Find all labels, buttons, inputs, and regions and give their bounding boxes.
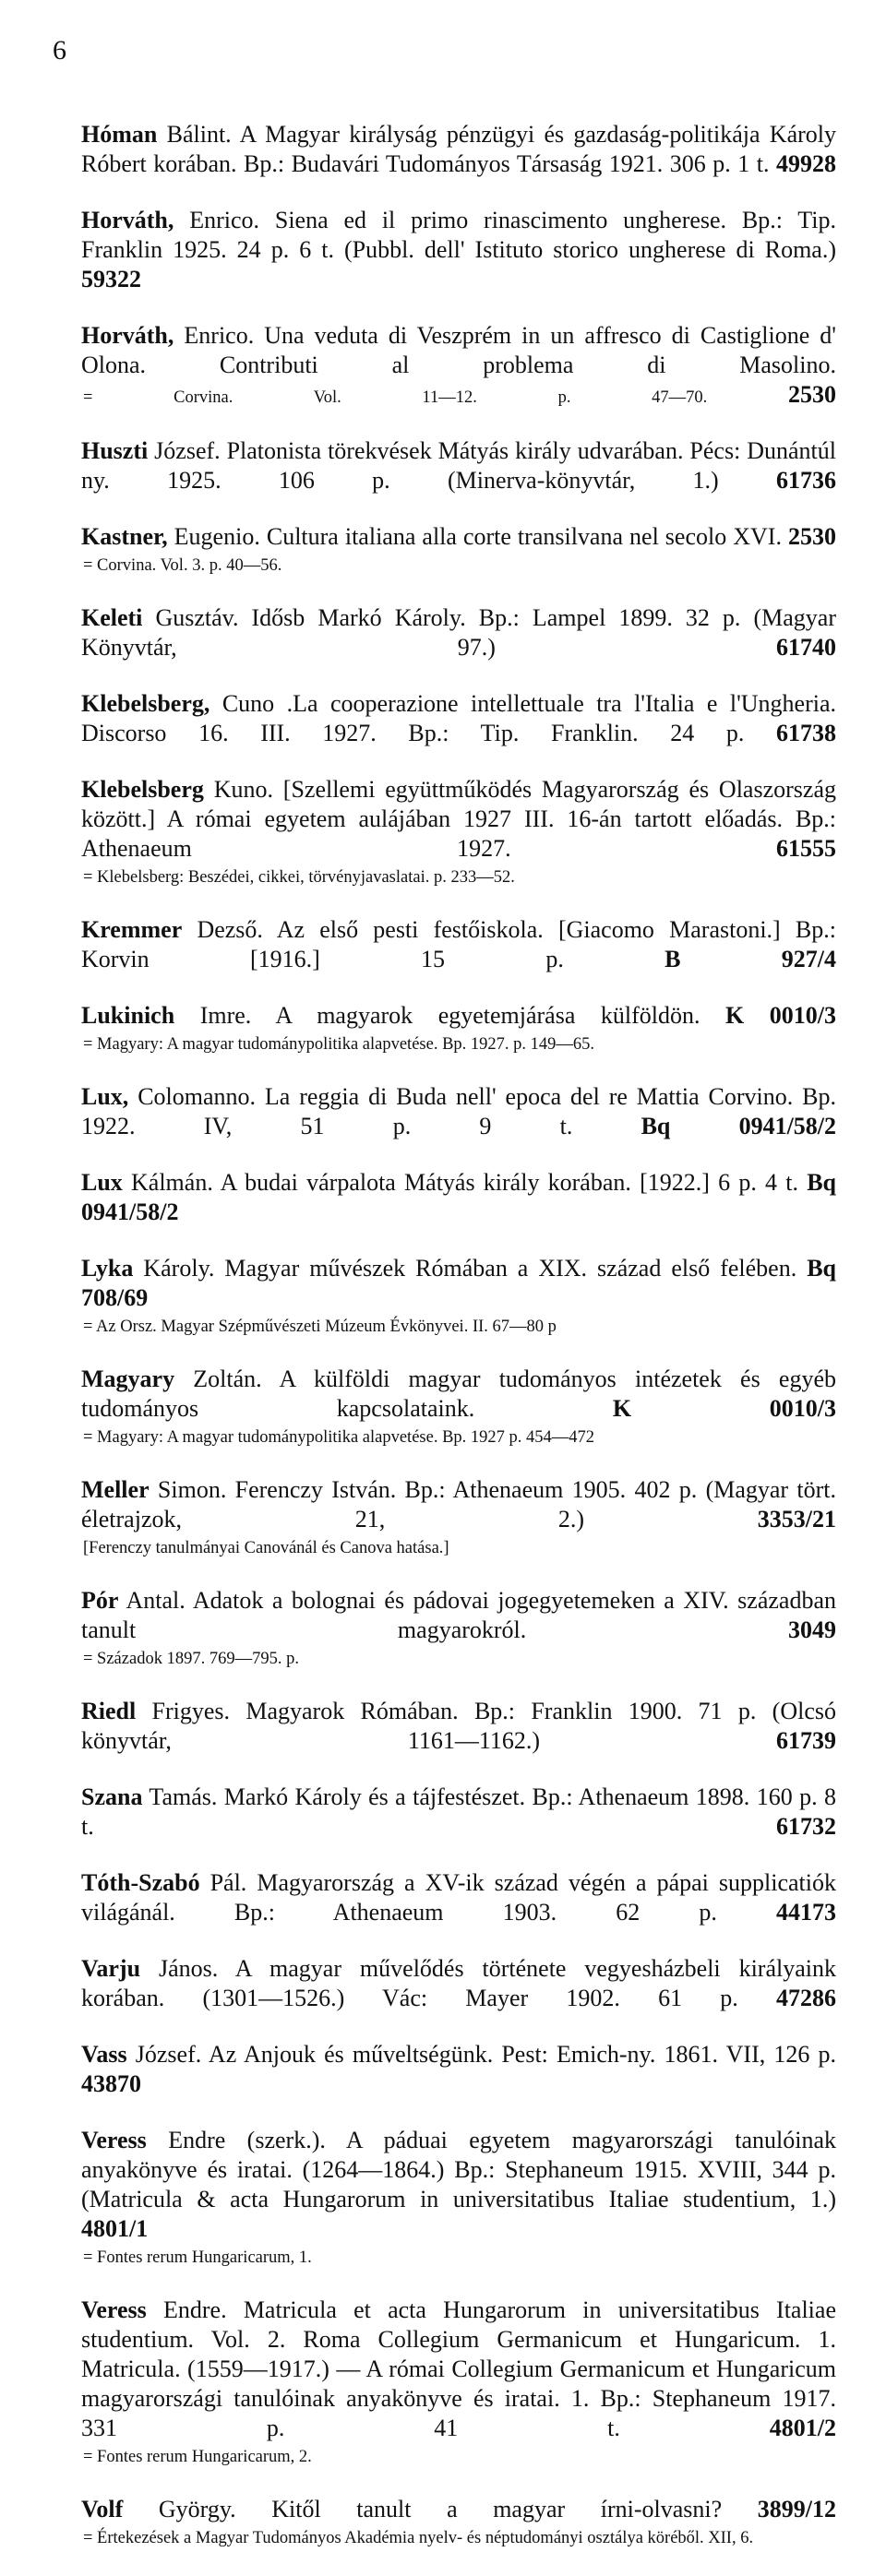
entry-author: Horváth, (81, 207, 174, 233)
bibliography-entry (81, 522, 836, 577)
entry-author: Pór (81, 1587, 119, 1614)
entry-note: = Corvina. Vol. 3. p. 40—56. (83, 556, 282, 575)
entry-shelfmark: 2530 (788, 381, 837, 408)
entry-shelfmark: B 927/4 (664, 946, 836, 972)
entry-note: [Ferenczy tanulmányai Canovánál és Canova hatása.] (83, 1539, 449, 1557)
entry-author: Klebelsberg (81, 776, 204, 803)
entry-shelfmark: 44173 (776, 1899, 837, 1926)
bibliography-entry (81, 915, 836, 974)
bibliography-entry (81, 775, 836, 888)
entry-text: Cuno .La cooperazione intellettuale tra l'Italia e l'Ungheria. Discorso 16. III. 1927. Bp.: Tip. Franklin. 24 p. (81, 690, 836, 746)
entry-text: Endre (szerk.). A páduai egyetem magyarországi tanulóinak anyakönyve és iratai. (1264—1864.) Bp.: Stephaneum 1915. XVIII, 344 p. (Matricula & acta Hungarorum in universitatibus Italiae studentium, 1.) (81, 2127, 836, 2212)
page-number: 6 (53, 35, 66, 66)
entry-shelfmark: 61740 (776, 634, 836, 661)
bibliography-entry (81, 2495, 836, 2549)
entry-author: Varju (81, 1955, 141, 1982)
entry-text: Kuno. [Szellemi együttműködés Magyarország és Olaszország között.] A római egyetem aulájában 1927 III. 16-án tartott előadás. Bp.: Athenaeum 1927. (81, 776, 836, 862)
entry-shelfmark: 61736 (776, 467, 837, 494)
bibliography-list (81, 120, 836, 2576)
entry-text: Imre. A magyarok egyetemjárása külföldön. (174, 1002, 700, 1029)
bibliography-entry (81, 1082, 836, 1141)
entry-author: Kastner, (81, 523, 168, 550)
entry-text: Tamás. Markó Károly és a tájfestészet. Bp.: Athenaeum 1898. 160 p. 8 t. (81, 1783, 836, 1840)
entry-text: Enrico. Una veduta di Veszprém in un affresco di Castiglione d' Olona. Contributi al problema di Masolino. (81, 322, 836, 378)
entry-author: Lyka (81, 1255, 134, 1282)
bibliography-entry (81, 689, 836, 748)
entry-author: Riedl (81, 1698, 137, 1724)
entry-text: Colomanno. La reggia di Buda nell' epoca del re Mattia Corvino. Bp. 1922. IV, 51 p. 9 t. (81, 1083, 836, 1139)
entry-note: = Corvina. Vol. 11—12. p. 47—70. (83, 388, 708, 407)
entry-text: Antal. Adatok a bolognai és pádovai jogegyetemeken a XIV. században tanult magyarokról. (81, 1587, 836, 1643)
entry-author: Meller (81, 1476, 150, 1503)
bibliography-entry (81, 1954, 836, 2013)
bibliography-entry (81, 1586, 836, 1670)
entry-text: Dezső. Az első pesti festőiskola. [Giacomo Marastoni.] Bp.: Korvin [1916.] 15 p. (81, 916, 836, 972)
entry-note: = Az Orsz. Magyar Szépművészeti Múzeum Évkönyvei. II. 67—80 p (83, 1318, 557, 1336)
bibliography-entry (81, 1254, 836, 1338)
entry-shelfmark: Bq 708/69 (81, 1255, 837, 1311)
entry-author: Hóman (81, 121, 158, 148)
entry-author: Veress (81, 2127, 147, 2153)
entry-author: Veress (81, 2296, 147, 2323)
entry-shelfmark: 4801/2 (769, 2415, 836, 2441)
entry-note: = Magyary: A magyar tudománypolitika alapvetése. Bp. 1927 p. 454—472 (83, 1428, 595, 1447)
entry-note: = Fontes rerum Hungaricarum, 1. (83, 2248, 312, 2267)
entry-author: Lux, (81, 1083, 129, 1110)
bibliography-entry (81, 1475, 836, 1559)
entry-author: Magyary (81, 1366, 175, 1392)
bibliography-entry (81, 321, 836, 410)
entry-author: Huszti (81, 437, 149, 464)
bibliography-entry (81, 2126, 836, 2269)
entry-note: = Fontes rerum Hungaricarum, 2. (83, 2448, 312, 2466)
entry-note: = Magyary: A magyar tudománypolitika alapvetése. Bp. 1927. p. 149—65. (83, 1035, 595, 1054)
entry-shelfmark: 43870 (81, 2070, 141, 2097)
entry-author: Lukinich (81, 1002, 175, 1029)
bibliography-entry (81, 1168, 836, 1227)
bibliography-entry (81, 1868, 836, 1927)
entry-text: Simon. Ferenczy István. Bp.: Athenaeum 1905. 402 p. (Magyar tört. életrajzok, 21, 2.) (81, 1476, 836, 1532)
entry-author: Horváth, (81, 322, 174, 349)
entry-shelfmark: 61739 (776, 1727, 837, 1754)
bibliography-entry (81, 1783, 836, 1842)
entry-note: = Századok 1897. 769—795. p. (83, 1650, 299, 1668)
entry-shelfmark: K 0010/3 (725, 1002, 837, 1029)
entry-text: Kálmán. A budai várpalota Mátyás király korában. [1922.] 6 p. 4 t. (122, 1169, 798, 1196)
entry-text: János. A magyar művelődés története vegyesházbeli királyaink korában. (1301—1526.) Vác: Mayer 1902. 61 p. (81, 1955, 836, 2011)
bibliography-entry (81, 436, 836, 495)
entry-shelfmark: 61732 (776, 1813, 836, 1840)
entry-shelfmark: 59322 (81, 266, 141, 292)
entry-shelfmark: 4801/1 (81, 2215, 149, 2242)
entry-text: Bálint. A Magyar királyság pénzügyi és gazdaság-politikája Károly Róbert korában. Bp.: Budavári Tudományos Társaság 1921. 306 p. 1 t. (81, 121, 836, 177)
entry-text: Zoltán. A külföldi magyar tudományos intézetek és egyéb tudományos kapcsolataink. (81, 1366, 836, 1422)
entry-shelfmark: Bq 0941/58/2 (81, 1169, 837, 1225)
bibliography-entry (81, 120, 836, 179)
entry-shelfmark: 3899/12 (757, 2496, 836, 2522)
entry-shelfmark: 3353/21 (757, 1506, 836, 1532)
entry-text: Endre. Matricula et acta Hungarorum in universitatibus Italiae studentium. Vol. 2. Roma Collegium Germanicum et Hungaricum. 1. Matricula. (1559—1917.) — A római Collegium Germanicum et Hungaricum magyarországi tanulóinak anyakönyve és iratai. 1. Bp.: Stephaneum 1917. 331 p. 41 t. (81, 2296, 836, 2441)
entry-text: Pál. Magyarország a XV-ik század végén a pápai supplicatiók világánál. Bp.: Athenaeum 1903. 62 p. (81, 1869, 836, 1926)
entry-text: József. Az Anjouk és műveltségünk. Pest: Emich-ny. 1861. VII, 126 p. (126, 2041, 836, 2068)
entry-shelfmark: 61738 (776, 720, 836, 746)
entry-shelfmark: 47286 (776, 1985, 836, 2011)
entry-text: György. Kitől tanult a magyar írni-olvasni? (123, 2496, 723, 2522)
entry-shelfmark: Bq 0941/58/2 (641, 1113, 837, 1139)
bibliography-entry (81, 206, 836, 294)
entry-text: Frigyes. Magyarok Rómában. Bp.: Franklin 1900. 71 p. (Olcsó könyvtár, 1161—1162.) (81, 1698, 836, 1754)
entry-author: Vass (81, 2041, 127, 2068)
bibliography-entry (81, 1001, 836, 1055)
entry-note: = Értekezések a Magyar Tudományos Akadémia nyelv- és néptudományi osztálya köréből. XII, 6. (83, 2529, 754, 2547)
entry-text: Eugenio. Cultura italiana alla corte transilvana nel secolo XVI. (167, 523, 782, 550)
entry-shelfmark: 2530 (788, 523, 836, 550)
entry-shelfmark: 61555 (776, 835, 836, 862)
entry-text: Károly. Magyar művészek Rómában a XIX. század első felében. (133, 1255, 797, 1282)
entry-author: Kremmer (81, 916, 183, 943)
entry-text: Enrico. Siena ed il primo rinascimento ungherese. Bp.: Tip. Franklin 1925. 24 p. 6 t. (Pubbl. dell' Istituto storico ungherese di Roma.) (81, 207, 836, 263)
bibliography-entry (81, 2296, 836, 2468)
entry-author: Klebelsberg, (81, 690, 210, 717)
entry-author: Szana (81, 1783, 143, 1810)
entry-text: Gusztáv. Idősb Markó Károly. Bp.: Lampel 1899. 32 p. (Magyar Könyvtár, 97.) (81, 604, 836, 661)
bibliography-entry (81, 603, 836, 662)
entry-author: Volf (81, 2496, 124, 2522)
entry-author: Lux (81, 1169, 123, 1196)
entry-text: József. Platonista törekvések Mátyás király udvarában. Pécs: Dunántúl ny. 1925. 106 p. (Minerva-könyvtár, 1.) (81, 437, 836, 494)
entry-author: Keleti (81, 604, 143, 631)
entry-author: Tóth-Szabó (81, 1869, 200, 1896)
entry-shelfmark: 49928 (776, 150, 837, 177)
entry-note: = Klebelsberg: Beszédei, cikkei, törvényjavaslatai. p. 233—52. (83, 868, 515, 887)
bibliography-entry (81, 1697, 836, 1756)
bibliography-entry (81, 1365, 836, 1449)
entry-shelfmark: K 0010/3 (612, 1395, 836, 1422)
bibliography-entry (81, 2040, 836, 2099)
entry-shelfmark: 3049 (788, 1616, 836, 1643)
